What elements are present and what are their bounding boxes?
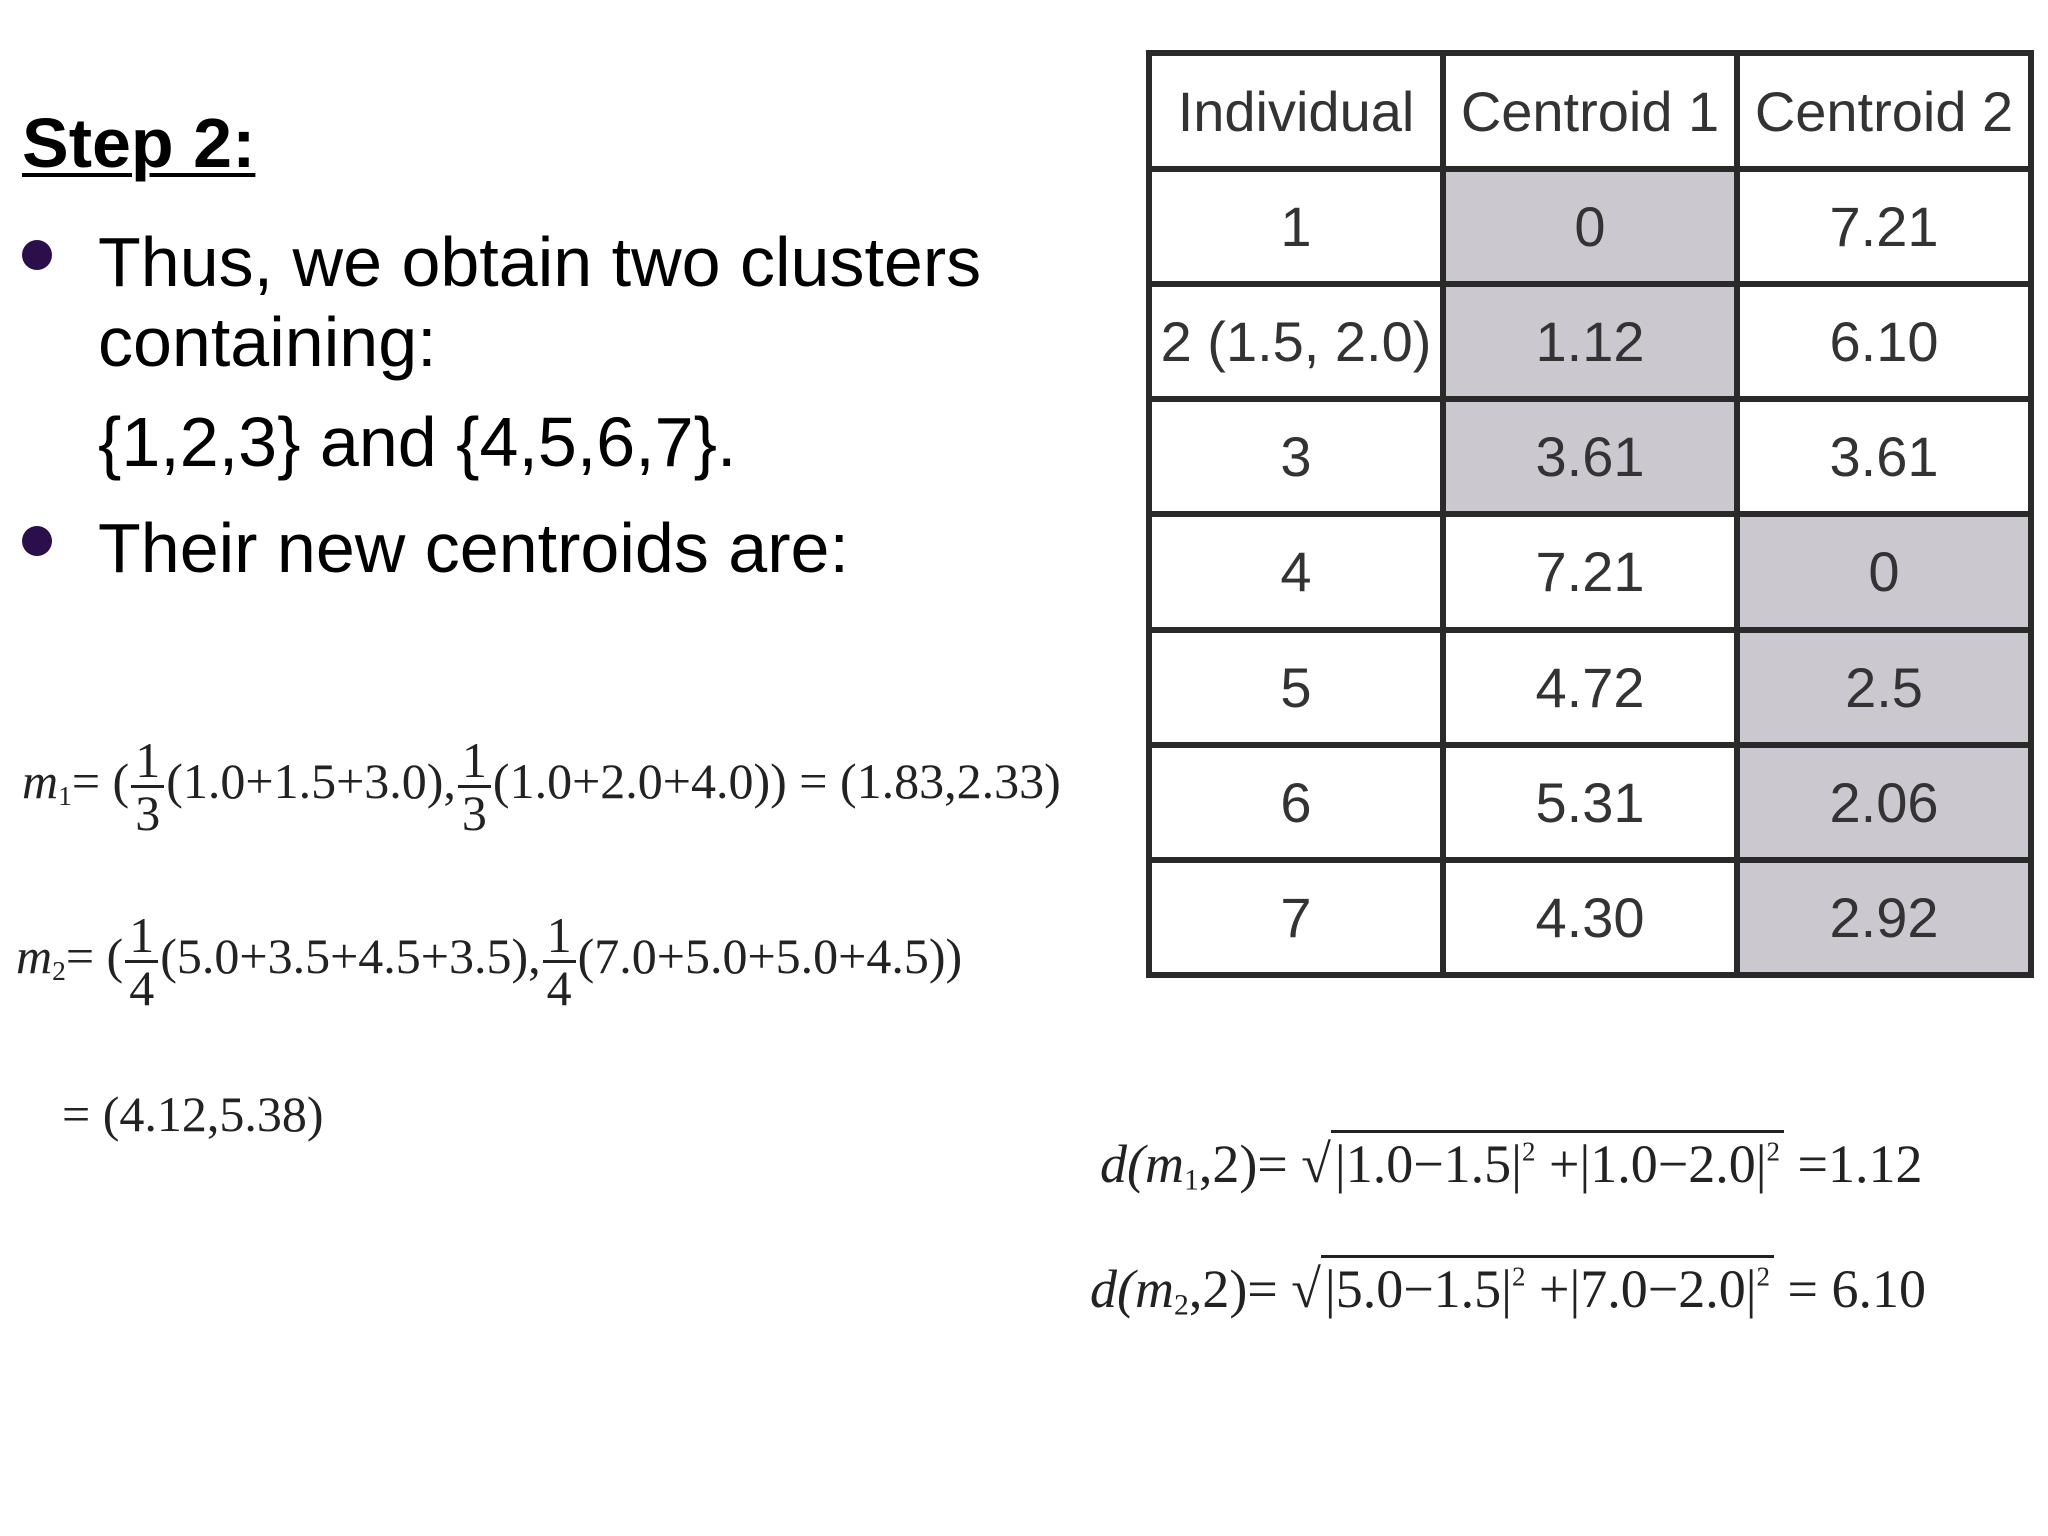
sqrt-symbol: √	[1291, 1259, 1321, 1319]
sqrt-body: $|1.0-1.5|^2 +|1.0-2.0|^2$	[1331, 1130, 1784, 1195]
formula-distance-1: $d(m_1,2)= √|1.0-1.5|^2 +|1.0-2.0|^2 =1.12$	[1100, 1130, 1922, 1197]
bullet-1-line-2: containing:	[98, 303, 437, 381]
slide-heading: Step 2:	[22, 104, 256, 182]
column-header-individual: Individual	[1149, 53, 1443, 169]
table-row	[1149, 284, 2031, 399]
table-cell: 3	[1149, 399, 1443, 514]
table-cell: 6.10	[1737, 284, 2031, 399]
table-cell-highlighted: 2.5	[1737, 630, 2031, 745]
fraction: $\frac{1}{4}$	[125, 910, 158, 1013]
table-cell: 3.61	[1737, 399, 2031, 514]
column-header-centroid-2: Centroid 2	[1737, 53, 2031, 169]
table-cell: 4.30	[1443, 860, 1737, 975]
bullet-dot-icon	[22, 240, 52, 270]
table-cell: 7.21	[1737, 169, 2031, 284]
table-cell: 7	[1149, 860, 1443, 975]
table-row	[1149, 630, 2031, 745]
table-row	[1149, 399, 2031, 514]
table-cell: 6	[1149, 745, 1443, 860]
table-cell-highlighted: 0	[1737, 514, 2031, 629]
sqrt-symbol: √	[1301, 1134, 1331, 1194]
table-cell-highlighted: 2.06	[1737, 745, 2031, 860]
table-row	[1149, 745, 2031, 860]
distance-table	[1146, 50, 2034, 978]
table-cell-highlighted: 3.61	[1443, 399, 1737, 514]
table-cell-highlighted: 0	[1443, 169, 1737, 284]
table-cell-highlighted: 1.12	[1443, 284, 1737, 399]
table-cell: 2 (1.5, 2.0)	[1149, 284, 1443, 399]
fraction: $\frac{1}{4}$	[543, 910, 576, 1013]
fraction: $\frac{1}{3}$	[131, 735, 164, 838]
bullet-1-line-3: {1,2,3} and {4,5,6,7}.	[98, 403, 737, 481]
table-cell: 5.31	[1443, 745, 1737, 860]
formula-m1: $m_1=$ ( $\frac{1}{3}$ (1.0+1.5+3.0), $\frac{1}{3}$ (1.0+2.0+4.0)) = (1.83,2.33)	[22, 732, 1061, 841]
column-header-centroid-1: Centroid 1	[1443, 53, 1737, 169]
formula-m2-result: = (4.12,5.38)	[62, 1086, 324, 1142]
table-cell: 1	[1149, 169, 1443, 284]
bullet-dot-icon	[22, 526, 52, 556]
table-cell-highlighted: 2.92	[1737, 860, 2031, 975]
table-row	[1149, 169, 2031, 284]
table-cell: 7.21	[1443, 514, 1737, 629]
bullet-2-line-1: Their new centroids are:	[98, 509, 849, 587]
table-row	[1149, 514, 2031, 629]
table-cell: 4	[1149, 514, 1443, 629]
table-row	[1149, 860, 2031, 975]
formula-m2: $m_2=$ ( $\frac{1}{4}$ (5.0+3.5+4.5+3.5), $\frac{1}{4}$ (7.0+5.0+5.0+4.5))	[16, 907, 963, 1016]
bullet-1-line-1: Thus, we obtain two clusters	[98, 223, 982, 301]
sqrt-body: $|5.0-1.5|^2 +|7.0-2.0|^2$	[1321, 1255, 1774, 1320]
table-cell: 4.72	[1443, 630, 1737, 745]
formula-distance-2: $d(m_2,2)= √|5.0-1.5|^2 +|7.0-2.0|^2 = 6.10$	[1090, 1255, 1926, 1322]
table-cell: 5	[1149, 630, 1443, 745]
fraction: $\frac{1}{3}$	[458, 735, 491, 838]
table-header-row	[1149, 53, 2031, 169]
